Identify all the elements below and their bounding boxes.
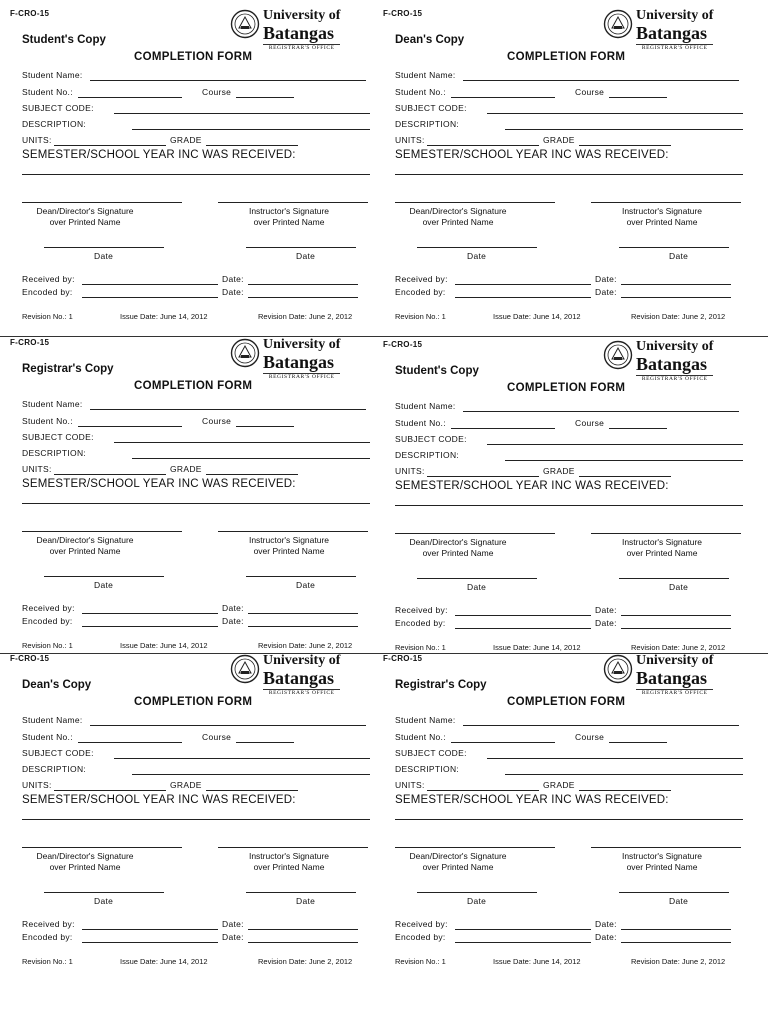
- university-seal-icon: [603, 340, 633, 370]
- semester-field[interactable]: [22, 503, 370, 504]
- received-by-label: Received by:: [395, 919, 448, 929]
- subject-code-field[interactable]: [114, 113, 370, 114]
- received-by-field[interactable]: [455, 615, 591, 616]
- university-name-line1: University of: [263, 653, 341, 668]
- student-name-label: Student Name:: [22, 70, 83, 80]
- semester-label: SEMESTER/SCHOOL YEAR INC WAS RECEIVED:: [395, 480, 669, 492]
- encoded-by-field[interactable]: [82, 297, 218, 298]
- student-name-field[interactable]: [463, 725, 739, 726]
- revision-no: Revision No.: 1: [395, 643, 446, 652]
- received-date-field[interactable]: [621, 615, 731, 616]
- course-field[interactable]: [609, 97, 667, 98]
- received-by-field[interactable]: [455, 284, 591, 285]
- instructor-signature-caption: Instructor's Signature over Printed Name: [248, 206, 330, 227]
- form-registrars-copy-left: [10, 338, 380, 663]
- description-field[interactable]: [505, 460, 743, 461]
- dean-signature-caption: Dean/Director's Signature over Printed Name: [36, 851, 134, 872]
- encoded-by-field[interactable]: [82, 942, 218, 943]
- received-by-label: Received by:: [395, 605, 448, 615]
- university-seal-icon: [603, 654, 633, 684]
- course-label: Course: [202, 732, 232, 742]
- instructor-signature-caption: Instructor's Signature over Printed Name: [621, 206, 703, 227]
- revision-no: Revision No.: 1: [395, 957, 446, 966]
- semester-label: SEMESTER/SCHOOL YEAR INC WAS RECEIVED:: [395, 794, 669, 806]
- received-by-field[interactable]: [455, 929, 591, 930]
- course-label: Course: [575, 87, 605, 97]
- university-name-line1: University of: [263, 337, 341, 352]
- copy-label: Student's Copy: [395, 365, 479, 377]
- dean-date-line[interactable]: [417, 578, 537, 579]
- copy-label: Dean's Copy: [22, 679, 92, 691]
- dean-date-label: Date: [467, 251, 487, 261]
- subject-code-label: SUBJECT CODE:: [395, 748, 467, 758]
- received-by-field[interactable]: [82, 613, 218, 614]
- university-name-line1: University of: [636, 8, 714, 23]
- encoded-by-field[interactable]: [455, 297, 591, 298]
- received-date-field[interactable]: [621, 284, 731, 285]
- encoded-by-label: Encoded by:: [22, 616, 73, 626]
- course-label: Course: [575, 732, 605, 742]
- semester-field[interactable]: [22, 819, 370, 820]
- instructor-date-line[interactable]: [619, 247, 729, 248]
- university-name-line2: Batangas: [636, 668, 708, 688]
- student-no-field[interactable]: [78, 426, 182, 427]
- form-number: F-CRO-15: [383, 9, 423, 18]
- dean-date-line[interactable]: [417, 247, 537, 248]
- course-field[interactable]: [609, 428, 667, 429]
- instructor-date-label: Date: [669, 582, 689, 592]
- student-name-field[interactable]: [90, 725, 366, 726]
- course-field[interactable]: [236, 426, 294, 427]
- student-name-label: Student Name:: [22, 399, 83, 409]
- form-student-copy-left: [10, 9, 380, 334]
- revision-date: Revision Date: June 2, 2012: [258, 957, 353, 966]
- course-label: Course: [202, 416, 232, 426]
- semester-field[interactable]: [22, 174, 370, 175]
- form-number: F-CRO-15: [383, 654, 423, 663]
- received-by-field[interactable]: [82, 284, 218, 285]
- encoded-date-field[interactable]: [621, 628, 731, 629]
- student-name-field[interactable]: [463, 411, 739, 412]
- instructor-signature-line[interactable]: [591, 533, 741, 534]
- subject-code-field[interactable]: [487, 444, 743, 445]
- dean-signature-caption: Dean/Director's Signature over Printed Name: [409, 206, 507, 227]
- university-name-line1: University of: [636, 653, 714, 668]
- dean-signature-caption: Dean/Director's Signature over Printed Name: [409, 537, 507, 558]
- instructor-signature-line[interactable]: [218, 202, 368, 203]
- university-name-line2: Batangas: [636, 23, 708, 43]
- student-name-field[interactable]: [90, 409, 366, 410]
- encoded-date-label: Date:: [222, 616, 244, 626]
- encoded-by-label: Encoded by:: [395, 287, 446, 297]
- grade-label: GRADE: [543, 135, 575, 145]
- university-name-line2: Batangas: [636, 354, 708, 374]
- encoded-by-label: Encoded by:: [22, 287, 73, 297]
- instructor-date-line[interactable]: [619, 892, 729, 893]
- dean-date-line[interactable]: [44, 576, 164, 577]
- issue-date: Issue Date: June 14, 2012: [493, 312, 581, 321]
- units-label: UNITS:: [395, 780, 425, 790]
- description-label: DESCRIPTION:: [22, 448, 87, 458]
- university-name-line1: University of: [263, 8, 341, 23]
- received-date-field[interactable]: [621, 929, 731, 930]
- encoded-date-field[interactable]: [248, 942, 358, 943]
- description-field[interactable]: [132, 458, 370, 459]
- instructor-signature-line[interactable]: [591, 847, 741, 848]
- course-label: Course: [575, 418, 605, 428]
- encoded-by-field[interactable]: [455, 628, 591, 629]
- university-seal-icon: [230, 9, 260, 39]
- cut-line-2: [0, 653, 768, 654]
- units-field[interactable]: [427, 476, 539, 477]
- received-date-label: Date:: [595, 919, 617, 929]
- encoded-date-field[interactable]: [621, 942, 731, 943]
- grade-field[interactable]: [206, 474, 298, 475]
- encoded-by-label: Encoded by:: [395, 932, 446, 942]
- copy-label: Dean's Copy: [395, 34, 465, 46]
- university-name-line1: University of: [636, 339, 714, 354]
- revision-no: Revision No.: 1: [395, 312, 446, 321]
- instructor-date-line[interactable]: [246, 576, 356, 577]
- instructor-date-label: Date: [296, 251, 316, 261]
- dean-signature-line[interactable]: [395, 533, 555, 534]
- student-no-label: Student No.:: [395, 87, 446, 97]
- form-number: F-CRO-15: [383, 340, 423, 349]
- issue-date: Issue Date: June 14, 2012: [120, 957, 208, 966]
- registrar-office-label: REGISTRAR'S OFFICE: [263, 373, 340, 381]
- grade-label: GRADE: [170, 464, 202, 474]
- course-field[interactable]: [609, 742, 667, 743]
- student-name-field[interactable]: [463, 80, 739, 81]
- form-title: COMPLETION FORM: [507, 696, 626, 708]
- dean-signature-line[interactable]: [22, 202, 182, 203]
- encoded-date-field[interactable]: [248, 626, 358, 627]
- revision-date: Revision Date: June 2, 2012: [631, 643, 726, 652]
- copy-label: Registrar's Copy: [395, 679, 487, 691]
- received-date-label: Date:: [222, 274, 244, 284]
- revision-no: Revision No.: 1: [22, 312, 73, 321]
- university-logo: [230, 9, 340, 52]
- form-number: F-CRO-15: [10, 338, 50, 347]
- form-student-copy-right: [383, 340, 753, 665]
- dean-signature-caption: Dean/Director's Signature over Printed Name: [409, 851, 507, 872]
- subject-code-label: SUBJECT CODE:: [395, 434, 467, 444]
- student-no-field[interactable]: [78, 742, 182, 743]
- form-title: COMPLETION FORM: [134, 380, 253, 392]
- units-field[interactable]: [427, 790, 539, 791]
- received-by-label: Received by:: [395, 274, 448, 284]
- instructor-signature-caption: Instructor's Signature over Printed Name: [248, 535, 330, 556]
- university-name-line2: Batangas: [263, 668, 335, 688]
- instructor-signature-caption: Instructor's Signature over Printed Name: [621, 537, 703, 558]
- semester-label: SEMESTER/SCHOOL YEAR INC WAS RECEIVED:: [395, 149, 669, 161]
- semester-label: SEMESTER/SCHOOL YEAR INC WAS RECEIVED:: [22, 478, 296, 490]
- student-no-field[interactable]: [451, 742, 555, 743]
- description-label: DESCRIPTION:: [395, 119, 460, 129]
- course-field[interactable]: [236, 97, 294, 98]
- received-date-field[interactable]: [248, 284, 358, 285]
- form-title: COMPLETION FORM: [134, 51, 253, 63]
- encoded-date-label: Date:: [222, 287, 244, 297]
- dean-signature-caption: Dean/Director's Signature over Printed Name: [36, 535, 134, 556]
- instructor-date-label: Date: [296, 896, 316, 906]
- encoded-by-field[interactable]: [455, 942, 591, 943]
- instructor-date-line[interactable]: [246, 247, 356, 248]
- course-label: Course: [202, 87, 232, 97]
- revision-date: Revision Date: June 2, 2012: [631, 312, 726, 321]
- encoded-date-label: Date:: [222, 932, 244, 942]
- university-logo: [603, 654, 713, 697]
- subject-code-field[interactable]: [114, 758, 370, 759]
- received-by-label: Received by:: [22, 274, 75, 284]
- subject-code-field[interactable]: [487, 113, 743, 114]
- issue-date: Issue Date: June 14, 2012: [120, 641, 208, 650]
- semester-label: SEMESTER/SCHOOL YEAR INC WAS RECEIVED:: [22, 149, 296, 161]
- student-no-label: Student No.:: [22, 732, 73, 742]
- received-by-label: Received by:: [22, 603, 75, 613]
- subject-code-label: SUBJECT CODE:: [395, 103, 467, 113]
- student-name-label: Student Name:: [22, 715, 83, 725]
- semester-field[interactable]: [395, 819, 743, 820]
- description-field[interactable]: [132, 129, 370, 130]
- subject-code-label: SUBJECT CODE:: [22, 748, 94, 758]
- description-label: DESCRIPTION:: [395, 450, 460, 460]
- student-no-label: Student No.:: [22, 87, 73, 97]
- student-name-field[interactable]: [90, 80, 366, 81]
- subject-code-field[interactable]: [487, 758, 743, 759]
- form-deans-copy-left: [10, 654, 380, 979]
- registrar-office-label: REGISTRAR'S OFFICE: [263, 689, 340, 697]
- form-title: COMPLETION FORM: [134, 696, 253, 708]
- units-field[interactable]: [54, 790, 166, 791]
- revision-no: Revision No.: 1: [22, 957, 73, 966]
- dean-signature-line[interactable]: [395, 202, 555, 203]
- encoded-by-label: Encoded by:: [22, 932, 73, 942]
- dean-date-line[interactable]: [44, 247, 164, 248]
- instructor-date-line[interactable]: [619, 578, 729, 579]
- student-no-field[interactable]: [451, 428, 555, 429]
- dean-date-label: Date: [467, 582, 487, 592]
- received-date-field[interactable]: [248, 613, 358, 614]
- form-title: COMPLETION FORM: [507, 382, 626, 394]
- university-name-line2: Batangas: [263, 23, 335, 43]
- received-by-label: Received by:: [22, 919, 75, 929]
- received-date-label: Date:: [595, 274, 617, 284]
- university-name-line2: Batangas: [263, 352, 335, 372]
- revision-date: Revision Date: June 2, 2012: [258, 641, 353, 650]
- grade-field[interactable]: [579, 476, 671, 477]
- dean-date-label: Date: [94, 580, 114, 590]
- dean-signature-line[interactable]: [22, 531, 182, 532]
- units-field[interactable]: [54, 145, 166, 146]
- revision-date: Revision Date: June 2, 2012: [631, 957, 726, 966]
- dean-signature-line[interactable]: [395, 847, 555, 848]
- semester-field[interactable]: [395, 174, 743, 175]
- encoded-date-label: Date:: [595, 932, 617, 942]
- grade-field[interactable]: [579, 145, 671, 146]
- university-seal-icon: [230, 338, 260, 368]
- semester-label: SEMESTER/SCHOOL YEAR INC WAS RECEIVED:: [22, 794, 296, 806]
- form-deans-copy-right: [383, 9, 753, 334]
- dean-date-line[interactable]: [44, 892, 164, 893]
- copy-label: Registrar's Copy: [22, 363, 114, 375]
- units-field[interactable]: [427, 145, 539, 146]
- instructor-signature-caption: Instructor's Signature over Printed Name: [621, 851, 703, 872]
- grade-label: GRADE: [170, 780, 202, 790]
- instructor-date-label: Date: [669, 896, 689, 906]
- course-field[interactable]: [236, 742, 294, 743]
- received-date-label: Date:: [222, 603, 244, 613]
- registrar-office-label: REGISTRAR'S OFFICE: [636, 375, 713, 383]
- units-label: UNITS:: [22, 464, 52, 474]
- student-no-label: Student No.:: [22, 416, 73, 426]
- form-title: COMPLETION FORM: [507, 51, 626, 63]
- revision-date: Revision Date: June 2, 2012: [258, 312, 353, 321]
- encoded-by-field[interactable]: [82, 626, 218, 627]
- dean-signature-line[interactable]: [22, 847, 182, 848]
- dean-date-label: Date: [94, 251, 114, 261]
- instructor-date-label: Date: [296, 580, 316, 590]
- cut-line-1: [0, 336, 768, 337]
- grade-label: GRADE: [170, 135, 202, 145]
- university-logo: [603, 9, 713, 52]
- university-seal-icon: [230, 654, 260, 684]
- received-date-field[interactable]: [248, 929, 358, 930]
- received-by-field[interactable]: [82, 929, 218, 930]
- encoded-by-label: Encoded by:: [395, 618, 446, 628]
- revision-no: Revision No.: 1: [22, 641, 73, 650]
- encoded-date-label: Date:: [595, 287, 617, 297]
- subject-code-label: SUBJECT CODE:: [22, 432, 94, 442]
- university-logo: [230, 338, 340, 381]
- dean-date-label: Date: [467, 896, 487, 906]
- dean-signature-caption: Dean/Director's Signature over Printed Name: [36, 206, 134, 227]
- dean-date-line[interactable]: [417, 892, 537, 893]
- description-label: DESCRIPTION:: [22, 764, 87, 774]
- instructor-signature-line[interactable]: [591, 202, 741, 203]
- form-number: F-CRO-15: [10, 9, 50, 18]
- university-seal-icon: [603, 9, 633, 39]
- subject-code-label: SUBJECT CODE:: [22, 103, 94, 113]
- grade-field[interactable]: [206, 145, 298, 146]
- issue-date: Issue Date: June 14, 2012: [120, 312, 208, 321]
- student-no-label: Student No.:: [395, 732, 446, 742]
- grade-field[interactable]: [206, 790, 298, 791]
- dean-date-label: Date: [94, 896, 114, 906]
- description-label: DESCRIPTION:: [395, 764, 460, 774]
- description-field[interactable]: [505, 129, 743, 130]
- description-field[interactable]: [505, 774, 743, 775]
- student-name-label: Student Name:: [395, 401, 456, 411]
- university-logo: [603, 340, 713, 383]
- grade-label: GRADE: [543, 466, 575, 476]
- units-label: UNITS:: [395, 466, 425, 476]
- received-date-label: Date:: [595, 605, 617, 615]
- instructor-signature-caption: Instructor's Signature over Printed Name: [248, 851, 330, 872]
- instructor-signature-line[interactable]: [218, 531, 368, 532]
- issue-date: Issue Date: June 14, 2012: [493, 643, 581, 652]
- form-registrars-copy-right: [383, 654, 753, 979]
- registrar-office-label: REGISTRAR'S OFFICE: [636, 44, 713, 52]
- description-label: DESCRIPTION:: [22, 119, 87, 129]
- units-label: UNITS:: [22, 135, 52, 145]
- grade-field[interactable]: [579, 790, 671, 791]
- university-logo: [230, 654, 340, 697]
- units-label: UNITS:: [395, 135, 425, 145]
- grade-label: GRADE: [543, 780, 575, 790]
- instructor-date-label: Date: [669, 251, 689, 261]
- instructor-date-line[interactable]: [246, 892, 356, 893]
- student-no-field[interactable]: [78, 97, 182, 98]
- units-label: UNITS:: [22, 780, 52, 790]
- student-no-label: Student No.:: [395, 418, 446, 428]
- issue-date: Issue Date: June 14, 2012: [493, 957, 581, 966]
- encoded-date-field[interactable]: [248, 297, 358, 298]
- encoded-date-field[interactable]: [621, 297, 731, 298]
- instructor-signature-line[interactable]: [218, 847, 368, 848]
- registrar-office-label: REGISTRAR'S OFFICE: [263, 44, 340, 52]
- student-name-label: Student Name:: [395, 715, 456, 725]
- subject-code-field[interactable]: [114, 442, 370, 443]
- form-number: F-CRO-15: [10, 654, 50, 663]
- semester-field[interactable]: [395, 505, 743, 506]
- student-name-label: Student Name:: [395, 70, 456, 80]
- student-no-field[interactable]: [451, 97, 555, 98]
- encoded-date-label: Date:: [595, 618, 617, 628]
- description-field[interactable]: [132, 774, 370, 775]
- received-date-label: Date:: [222, 919, 244, 929]
- units-field[interactable]: [54, 474, 166, 475]
- copy-label: Student's Copy: [22, 34, 106, 46]
- registrar-office-label: REGISTRAR'S OFFICE: [636, 689, 713, 697]
